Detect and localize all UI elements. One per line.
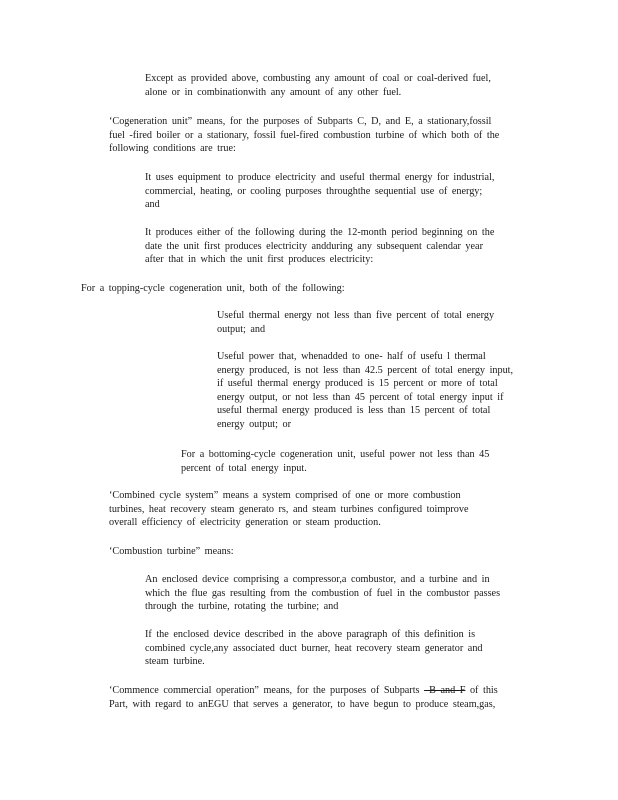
text-line: Useful thermal energy not less than five percent of total energy <box>217 310 495 321</box>
text-line: steam turbine. <box>145 656 205 667</box>
text-line: ‘Combustion turbine” means: <box>109 546 234 557</box>
text-line: percent of total energy input. <box>181 462 307 474</box>
text-segment: ‘Commence commercial operation” means, for the purposes of Subparts <box>109 685 425 696</box>
paragraph-condition-2 <box>145 226 494 267</box>
paragraph-combustion-turbine-1 <box>145 573 500 614</box>
paragraph-condition-1 <box>145 171 494 212</box>
text-line: commercial, heating, or cooling purposes throughthe sequential use of energy; <box>145 185 483 197</box>
text-line: energy produced, is not less than 42.5 percent of total energy input, <box>217 364 514 376</box>
paragraph-combustion-turbine-2 <box>145 628 483 669</box>
text-line: ‘Combined cycle system” means a system comprised of one or more combustion <box>109 490 461 501</box>
text-line: energy output; or <box>217 418 291 430</box>
paragraph-commence-commercial-operation <box>109 684 498 711</box>
text-line: fuel -fired boiler or a stationary, fossil fuel-fired combustion turbine of which both of the <box>109 129 500 141</box>
text-line: Part, with regard to anEGU that serves a generator, to have begun to produce steam,gas, <box>109 698 496 710</box>
text-line: It uses equipment to produce electricity and useful thermal energy for industrial, <box>145 172 495 183</box>
paragraph-topping-2 <box>217 350 513 431</box>
paragraph-combined-cycle <box>109 489 468 530</box>
text-line: following conditions are true: <box>109 143 236 154</box>
text-line: turbines, heat recovery steam generato rs, and steam turbines configured toimprove <box>109 503 469 515</box>
text-line: It produces either of the following during the 12-month period beginning on the <box>145 227 495 238</box>
text-segment: of this <box>465 685 498 696</box>
text-line: For a bottoming-cycle cogeneration unit, useful power not less than 45 <box>181 449 490 460</box>
text-line: through the turbine, rotating the turbine; and <box>145 601 339 612</box>
text-line: If the enclosed device described in the above paragraph of this definition is <box>145 629 476 640</box>
text-line: Useful power that, whenadded to one- half of usefu l thermal <box>217 351 486 362</box>
paragraph-combustion-turbine <box>109 545 234 559</box>
struck-text: –B and F <box>424 685 466 696</box>
text-line: date the unit first produces electricity andduring any subsequent calendar year <box>145 240 483 252</box>
paragraph-bottoming-cycle <box>181 448 489 475</box>
paragraph-topping-1 <box>217 309 494 336</box>
text-line: combined cycle,any associated duct burner, heat recovery steam generator and <box>145 642 483 654</box>
text-line: if useful thermal energy produced is 15 percent or more of total <box>217 378 498 389</box>
text-line: and <box>145 199 160 210</box>
text-line: overall efficiency of electricity generation or steam production. <box>109 517 381 528</box>
text-line: energy output, or not less than 45 percent of total energy input if <box>217 391 504 403</box>
text-line: For a topping-cycle cogeneration unit, both of the following: <box>81 283 345 294</box>
text-line: which the flue gas resulting from the combustion of fuel in the combustor passes <box>145 587 501 599</box>
text-line: useful thermal energy produced is less than 15 percent of total <box>217 405 491 416</box>
text-line: An enclosed device comprising a compressor,a combustor, and a turbine and in <box>145 574 490 585</box>
text-line: after that in which the unit first produces electricity: <box>145 254 374 265</box>
text-line: Except as provided above, combusting any amount of coal or coal-derived fuel, <box>145 73 491 84</box>
paragraph-topping-cycle <box>81 282 345 296</box>
text-line: ‘Cogeneration unit” means, for the purposes of Subparts C, D, and E, a stationary,fossil <box>109 116 492 127</box>
paragraph-except <box>145 72 491 99</box>
text-line: alone or in combinationwith any amount of any other fuel. <box>145 86 402 98</box>
text-line <box>109 684 498 698</box>
text-line: output; and <box>217 323 266 335</box>
paragraph-cogeneration-definition <box>109 115 499 156</box>
